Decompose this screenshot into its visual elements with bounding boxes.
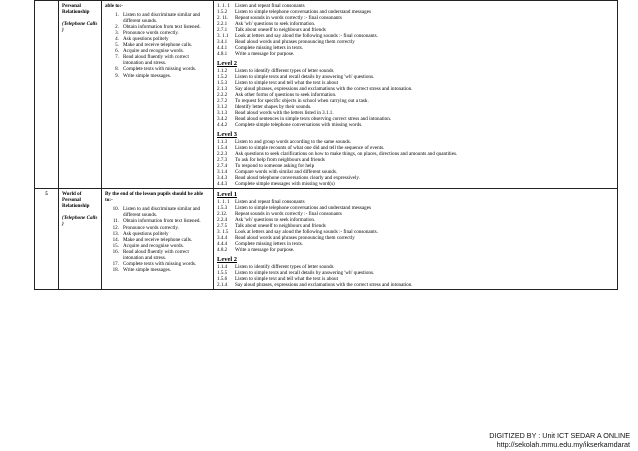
- skill-code: 1. 1. 1: [217, 3, 230, 9]
- objective-text: Write simple messages.: [123, 266, 172, 273]
- skill-code: 2.2.3: [217, 150, 228, 157]
- table-body: [35, 1, 618, 290]
- skill-text: Ask 'wh' questions to seek information.: [235, 216, 316, 223]
- skill-code: 2. 11.: [217, 15, 229, 22]
- objective-text: Ask questions politely: [123, 36, 169, 43]
- objective-text: Pronounce words correctly.: [123, 30, 179, 37]
- skill-text: Complete missing letters in texts.: [235, 241, 304, 248]
- topic-cell: [59, 189, 102, 290]
- skill-code: 4.8.1: [217, 51, 228, 58]
- skill-text: Listen to and group words according to the same sounds.: [235, 138, 352, 145]
- footer-credit: DIGITIZED BY : Unit ICT SEDAR A ONLINE: [489, 431, 630, 440]
- objective-number: 5.: [115, 42, 119, 49]
- objective-number: 9.: [115, 72, 119, 79]
- objective-number: 3.: [115, 30, 119, 37]
- objective-number: 15.: [112, 242, 119, 249]
- skill-code: 2.1.3: [217, 86, 228, 93]
- skill-code: 3.4.1: [217, 39, 228, 46]
- skill-code: 2.1.4: [217, 281, 228, 288]
- table-row: [35, 1, 618, 189]
- objective-number: 12.: [112, 224, 119, 231]
- objective-number: 10.: [112, 206, 119, 213]
- skill-text: To respond to someone asking for help: [235, 163, 315, 170]
- objective-text: Make and receive telephone calls.: [123, 42, 193, 49]
- skill-code: 1. 1. 1: [217, 198, 230, 205]
- skill-code: 2.2.1: [217, 21, 228, 28]
- objective-text: Read aloud fluently with correct intonation and stress.: [123, 248, 189, 261]
- objectives-cell: [102, 189, 214, 290]
- skill-code: 2.7.2: [217, 98, 228, 105]
- objectives-cell: [102, 1, 214, 189]
- objective-text: Obtain information from text listened.: [123, 24, 201, 31]
- objective-number: 7.: [115, 54, 119, 61]
- objective-item: [105, 12, 210, 24]
- skill-text: Listen to simple telephone conversations and understand messages: [235, 9, 371, 16]
- objective-text: Make and receive telephone calls.: [123, 236, 193, 243]
- level-heading: Level 1: [217, 191, 238, 199]
- skill-text: Read aloud words with the letters listed in 3.1.1.: [235, 110, 334, 117]
- objectives-intro: By the end of the lesson pupils should be able to:-: [105, 191, 204, 204]
- objective-item: [105, 267, 210, 273]
- objective-item: [105, 206, 210, 218]
- skill-code: 1.5.5: [217, 269, 228, 276]
- week-cell: [35, 189, 59, 290]
- skill-code: 2.7.1: [217, 27, 228, 34]
- topic-title: World of Personal Relationship: [62, 191, 90, 210]
- skill-item: [217, 181, 614, 187]
- skill-text: Say aloud phrases, expressions and exclamations with the correct stress and intonation.: [235, 281, 413, 288]
- skill-code: 1.5.3: [217, 204, 228, 211]
- skill-text: Ask 'wh' questions to seek information.: [235, 21, 316, 28]
- skill-code: 3.4.3: [217, 175, 228, 182]
- skill-code: 4.4.1: [217, 45, 228, 52]
- skill-code: 1.1.3: [217, 138, 228, 145]
- skill-text: Listen and repeat final consonants: [235, 3, 305, 9]
- objective-number: 17.: [112, 260, 119, 267]
- skill-text: Identify letter shapes by their sounds.: [235, 104, 312, 111]
- objective-number: 6.: [115, 48, 119, 55]
- skill-text: Listen and repeat final consonants: [235, 198, 305, 205]
- objective-number: 8.: [115, 66, 119, 73]
- skill-item: [217, 51, 614, 57]
- skill-code: 1.1.4: [217, 263, 228, 270]
- skill-text: Complete simple telephone conversations with missing words.: [235, 122, 363, 129]
- skill-code: 2.12.: [217, 210, 228, 217]
- skill-text: Listen to identify different types of letter sounds: [235, 67, 334, 74]
- objective-text: Complete texts with missing words.: [123, 260, 197, 267]
- table-row: [35, 189, 618, 290]
- skill-code: 2.2.4: [217, 216, 228, 223]
- objectives-list: [105, 206, 210, 273]
- objective-item: [105, 73, 210, 79]
- skill-text: Listen to simple texts and recall details by answering 'wh' questions.: [235, 73, 375, 80]
- topic-title: Personal Relationship: [62, 3, 90, 16]
- skill-text: Repeat sounds in words correctly :- final consonants: [235, 210, 342, 217]
- topic-cell: [59, 1, 102, 189]
- skill-code: 3.1.2: [217, 104, 228, 111]
- digitized-footer: [489, 431, 630, 449]
- scheme-of-work-table: [34, 0, 618, 290]
- skill-code: 4.4.4: [217, 241, 228, 248]
- objective-text: Acquire and recognise words.: [123, 242, 184, 249]
- skill-text: Talk about oneself to neighbours and friends: [235, 222, 326, 229]
- skill-text: Listen to identify different types of letter sounds: [235, 263, 334, 270]
- skill-text: Listen to simple recounts of what one did and tell the sequence of events.: [235, 144, 385, 151]
- skill-text: Compare words with similar and different sounds.: [235, 169, 338, 176]
- objective-text: Ask questions politely: [123, 230, 169, 237]
- objective-text: Read aloud fluently with correct intonation and stress.: [123, 54, 189, 67]
- skill-text: Read aloud sentences in simple texts observing correct stress and intonation.: [235, 116, 392, 123]
- skill-text: Talk about oneself to neighbours and friends: [235, 27, 326, 34]
- skill-code: 3.1.3: [217, 110, 228, 117]
- skill-text: Read aloud words and phrases pronouncing them correctly: [235, 39, 355, 46]
- objective-text: Obtain information from text listened.: [123, 218, 201, 225]
- level-heading: Level 2: [217, 60, 238, 68]
- skill-text: To request for specific objects in school when carrying out a task.: [235, 98, 369, 105]
- objective-number: 11.: [112, 218, 119, 225]
- skill-code: 1.5.2: [217, 9, 228, 16]
- skill-text: Say aloud phrases, expressions and exclamations with the correct stress and intonation.: [235, 86, 413, 93]
- topic-theme: (Telephone Calls ): [62, 21, 98, 34]
- skill-code: 3.4.4: [217, 235, 228, 242]
- objective-text: Acquire and recognise words.: [123, 48, 184, 55]
- skill-code: 4.8.2: [217, 247, 228, 254]
- skill-text: Look at letters and say aloud the following sounds :- final consonants.: [235, 229, 378, 235]
- skill-item: [217, 282, 614, 288]
- objective-item: [105, 54, 210, 66]
- objectives-list: [105, 12, 210, 79]
- skill-text: Listen to simple texts and recall details by answering 'wh' questions.: [235, 269, 375, 276]
- footer-url[interactable]: http://sekolah.mmu.edu.my/ikserkamdarat: [496, 440, 630, 449]
- skill-code: 2.7.4: [217, 163, 228, 170]
- skill-text: Ask questions to seek clarifications on how to make things, on places, directions and amounts and quantities.: [235, 150, 458, 157]
- week-cell: [35, 1, 59, 189]
- skill-text: To ask for help from neighbours and friends: [235, 157, 325, 164]
- skill-text: Complete missing letters in texts.: [235, 45, 304, 52]
- skill-code: 1.5.4: [217, 144, 228, 151]
- skill-code: 1.5.2: [217, 73, 228, 80]
- skill-code: 1.5.6: [217, 275, 228, 282]
- skills-cell: [214, 1, 618, 189]
- objective-number: 16.: [112, 248, 119, 255]
- objectives-intro: able to:-: [105, 3, 123, 9]
- objective-number: 1.: [115, 12, 119, 19]
- skill-code: 4.4.2: [217, 122, 228, 129]
- level-heading: Level 3: [217, 131, 238, 139]
- skill-code: 3. 1.5: [217, 229, 229, 235]
- skill-text: Listen to simple text and tell what the text is about: [235, 80, 338, 87]
- skill-text: Complete simple messages with missing word(s): [235, 181, 335, 188]
- skills-cell: [214, 189, 618, 290]
- skill-text: Listen to simple telephone conversations and understand messages: [235, 204, 371, 211]
- objective-number: 18.: [112, 266, 119, 273]
- skill-code: 3. 1.1: [217, 33, 229, 40]
- skill-item: [217, 247, 614, 253]
- skill-code: 3.1.4: [217, 169, 228, 176]
- objective-text: Complete texts with missing words.: [123, 66, 197, 73]
- skill-item: [217, 122, 614, 128]
- skill-code: 4.4.3: [217, 181, 228, 188]
- skill-text: Look at letters and say aloud the following sounds :- final consonants.: [235, 33, 378, 40]
- skill-code: 2.7.3: [217, 157, 228, 164]
- skill-text: Listen to simple text and tell what the text is about: [235, 275, 338, 282]
- objective-number: 4.: [115, 36, 119, 43]
- level-heading: Level 2: [217, 256, 238, 264]
- skill-code: 2.7.5: [217, 222, 228, 229]
- skill-text: Read aloud words and phrases pronouncing them correctly: [235, 235, 355, 242]
- skill-text: Ask other forms of questions to seek information.: [235, 92, 337, 99]
- objective-text: Write simple messages.: [123, 72, 172, 79]
- week-number: 5: [45, 191, 48, 198]
- objective-item: [105, 249, 210, 261]
- skill-text: Repeat sounds in words correctly :- final consonants: [235, 15, 342, 22]
- skill-code: 2.2.2: [217, 92, 228, 99]
- skill-code: 1.1.2: [217, 67, 228, 74]
- skill-code: 3.4.2: [217, 116, 228, 123]
- skill-code: 1.5.3: [217, 80, 228, 87]
- objective-text: Listen to and discriminate similar and different sounds.: [123, 206, 201, 219]
- objective-number: 2.: [115, 24, 119, 31]
- skill-text: Write a message for purpose.: [235, 247, 295, 254]
- topic-theme: (Telephone Calls ): [62, 215, 98, 228]
- objective-number: 14.: [112, 236, 119, 243]
- objective-number: 13.: [112, 230, 119, 237]
- objective-text: Listen to and discriminate similar and different sounds.: [123, 12, 201, 25]
- skill-text: Read aloud telephone conversations clearly and expressively.: [235, 175, 360, 182]
- objective-text: Pronounce words correctly.: [123, 224, 179, 231]
- skill-text: Write a message for purpose.: [235, 51, 295, 58]
